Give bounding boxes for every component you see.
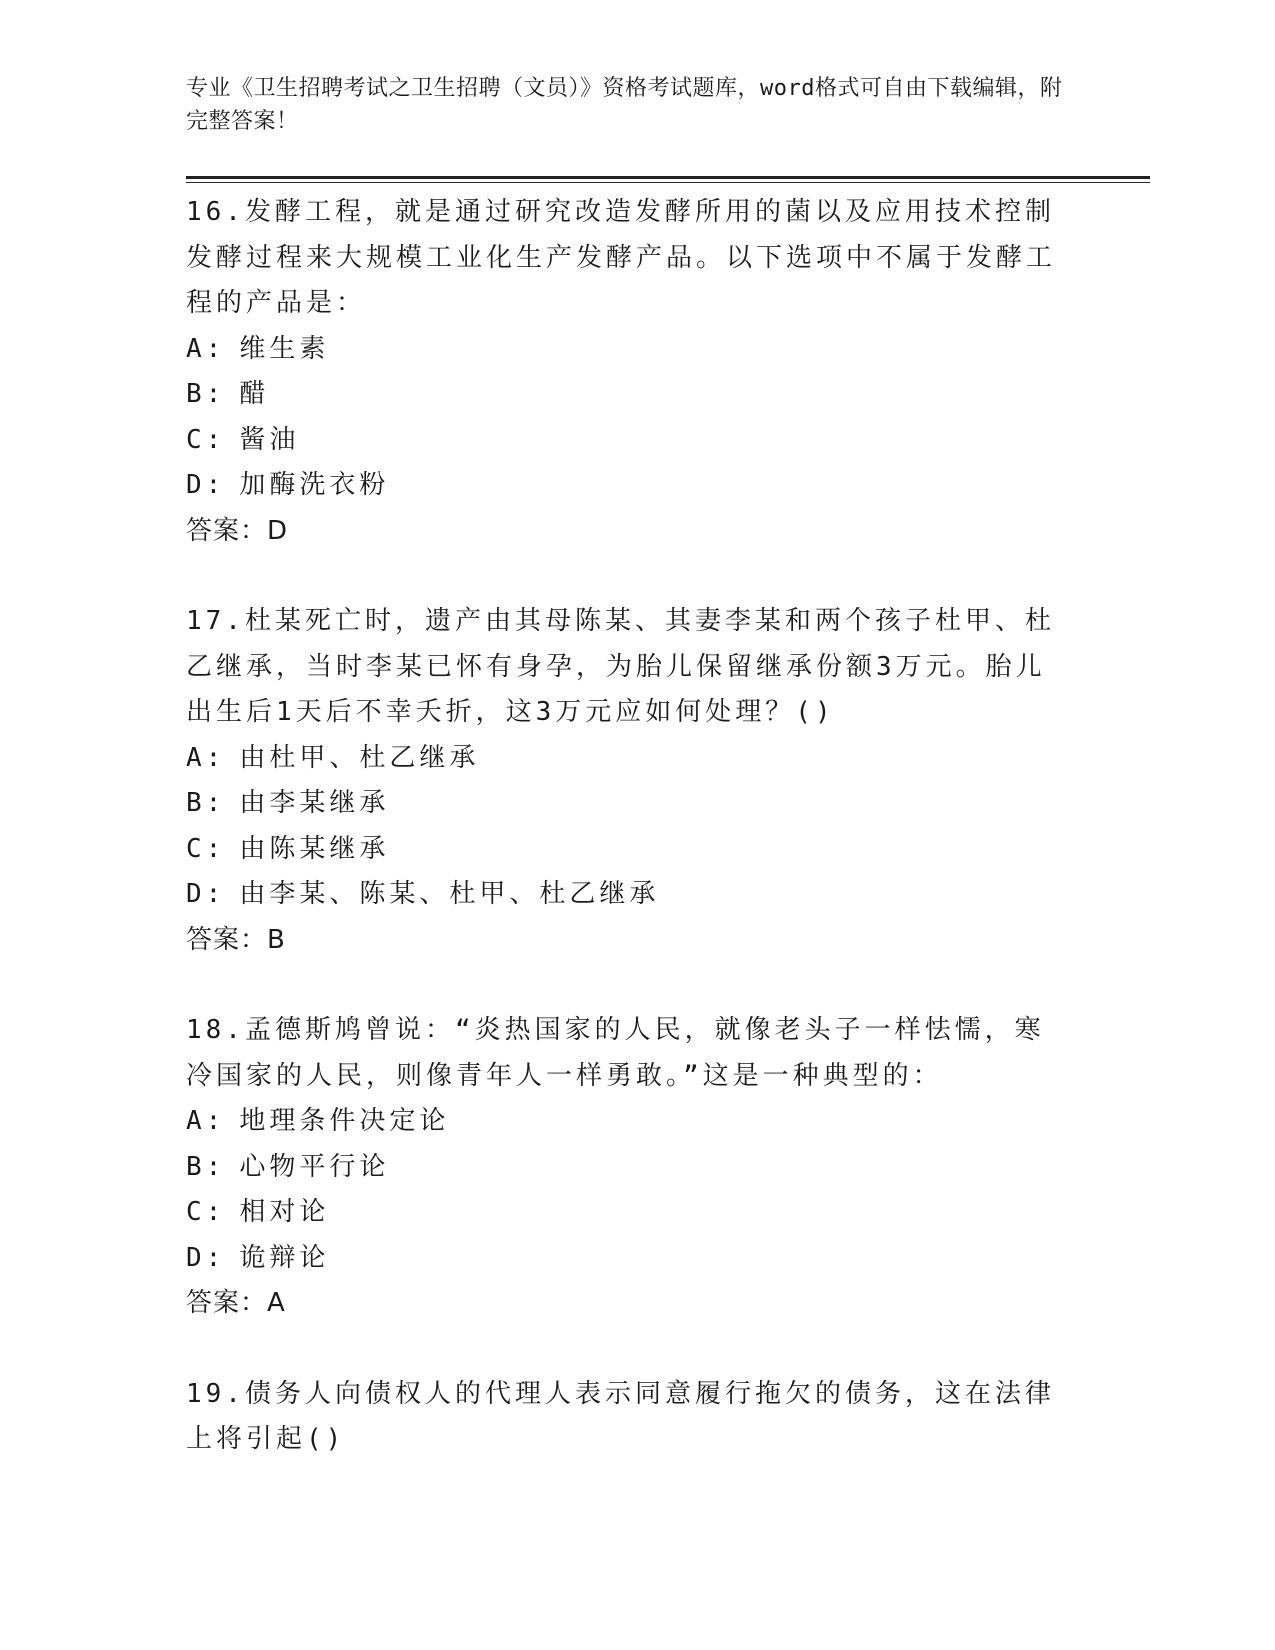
option-text: 由李某、陈某、杜甲、杜乙继承 — [239, 879, 660, 909]
header-rule-thin — [186, 182, 1150, 183]
question-stem: 18.孟德斯鸠曾说：“炎热国家的人民，就像老头子一样怯懦，寒冷国家的人民，则像青年人一样勇敢。”这是一种典型的： — [186, 1015, 1045, 1091]
option-c — [186, 418, 1066, 464]
option-b — [186, 781, 1066, 827]
question-19 — [186, 1372, 1066, 1463]
option-label: D: — [186, 879, 226, 909]
option-text: 由李某继承 — [239, 788, 390, 818]
option-a — [186, 327, 1066, 373]
option-label: C: — [186, 424, 226, 455]
option-label: D: — [186, 1242, 226, 1273]
option-a — [186, 1099, 1066, 1145]
question-17 — [186, 599, 1066, 963]
answer-line: 答案：A — [186, 1288, 286, 1318]
option-text: 心物平行论 — [239, 1151, 390, 1182]
option-text: 由杜甲、杜乙继承 — [239, 742, 480, 773]
option-c — [186, 1190, 1066, 1236]
option-text: 醋 — [239, 379, 270, 409]
option-label: A: — [186, 333, 226, 364]
option-b — [186, 1145, 1066, 1191]
option-label: C: — [186, 833, 226, 864]
question-16 — [186, 190, 1066, 554]
answer-line: 答案：B — [186, 924, 286, 955]
question-18 — [186, 1008, 1066, 1327]
question-stem: 17.杜某死亡时，遗产由其母陈某、其妻李某和两个孩子杜甲、杜乙继承，当时李某已怀有身孕，为胎儿保留继承份额3万元。胎儿出生后1天后不幸夭折，这3万元应如何处理？() — [186, 606, 1055, 727]
option-d — [186, 463, 1066, 509]
option-a — [186, 736, 1066, 782]
option-text: 加酶洗衣粉 — [239, 470, 390, 500]
question-stem: 19.债务人向债权人的代理人表示同意履行拖欠的债务，这在法律上将引起() — [186, 1378, 1055, 1454]
option-label: B: — [186, 379, 226, 409]
header-rule-thick — [186, 176, 1150, 179]
answer-line: 答案：D — [186, 515, 289, 546]
option-label: D: — [186, 470, 226, 500]
option-d — [186, 1236, 1066, 1282]
option-text: 相对论 — [239, 1197, 330, 1227]
document-header: 专业《卫生招聘考试之卫生招聘（文员）》资格考试题库，word格式可自由下载编辑，附完整答案！ — [186, 76, 1063, 134]
option-label: B: — [186, 1151, 226, 1182]
option-text: 地理条件决定论 — [239, 1106, 450, 1136]
question-list — [186, 190, 1066, 1508]
option-text: 维生素 — [239, 333, 330, 364]
option-text: 由陈某继承 — [239, 833, 390, 864]
question-stem: 16.发酵工程，就是通过研究改造发酵所用的菌以及应用技术控制发酵过程来大规模工业化生产发酵产品。以下选项中不属于发酵工程的产品是： — [186, 197, 1057, 318]
option-label: A: — [186, 742, 226, 773]
option-text: 酱油 — [239, 424, 300, 455]
option-label: C: — [186, 1197, 226, 1227]
option-text: 诡辩论 — [239, 1242, 330, 1273]
option-b — [186, 372, 1066, 418]
option-c — [186, 827, 1066, 873]
option-d — [186, 872, 1066, 918]
option-label: B: — [186, 788, 226, 818]
option-label: A: — [186, 1106, 226, 1136]
